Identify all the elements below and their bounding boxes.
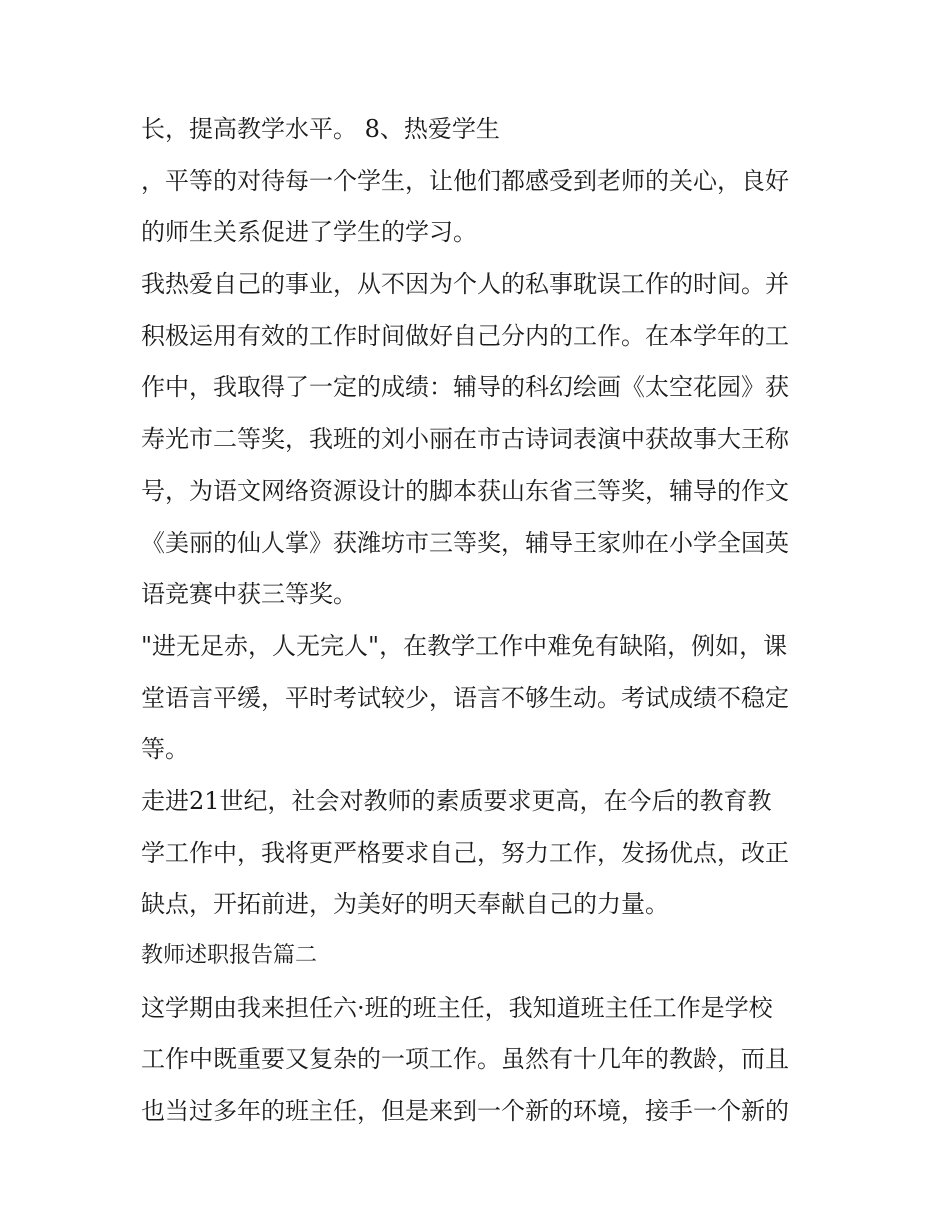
text-line: 缺点，开拓前进，为美好的明天奉献自己的力量。 [141, 890, 669, 919]
text-line: 积极运用有效的工作时间做好自己分内的工作。在本学年的工 [141, 321, 789, 350]
text-line: 学工作中，我将更严格要求自己，努力工作，发扬优点，改正 [141, 838, 789, 867]
text-line: 《美丽的仙人掌》获潍坊市三等奖，辅导王家帅在小学全国英 [141, 528, 789, 557]
text-line: 号，为语文网络资源设计的脚本获山东省三等奖，辅导的作文 [141, 476, 789, 505]
text-line: 走进21世纪，社会对教师的素质要求更高，在今后的教育教 [141, 786, 772, 815]
document-body [141, 107, 831, 1141]
section-heading: 教师述职报告篇二 [141, 943, 318, 968]
text-line: "进无足赤，人无完人"，在教学工作中难免有缺陷，例如，课 [141, 631, 788, 660]
text-line: 长，提高教学水平。 8、热爱学生 [141, 115, 500, 143]
text-line: 我热爱自己的事业，从不因为个人的私事耽误工作的时间。并 [141, 270, 789, 299]
text-line: 这学期由我来担任六·班的班主任，我知道班主任工作是学校 [141, 993, 773, 1022]
text-line: 的师生关系促进了学生的学习。 [141, 218, 477, 247]
text-line: 寿光市二等奖，我班的刘小丽在市古诗词表演中获故事大王称 [141, 425, 789, 454]
text-line: 作中，我取得了一定的成绩：辅导的科幻绘画《太空花园》获 [141, 373, 789, 402]
text-line: 语竞赛中获三等奖。 [141, 580, 357, 609]
text-line: 工作中既重要又复杂的一项工作。虽然有十几年的教龄，而且 [141, 1045, 789, 1074]
text-line: 堂语言平缓，平时考试较少，语言不够生动。考试成绩不稳定 [141, 683, 789, 712]
text-line: 也当过多年的班主任，但是来到一个新的环境，接手一个新的 [141, 1097, 789, 1126]
text-line: 等。 [141, 735, 189, 764]
text-line: ，平等的对待每一个学生，让他们都感受到老师的关心，良好 [141, 166, 789, 195]
